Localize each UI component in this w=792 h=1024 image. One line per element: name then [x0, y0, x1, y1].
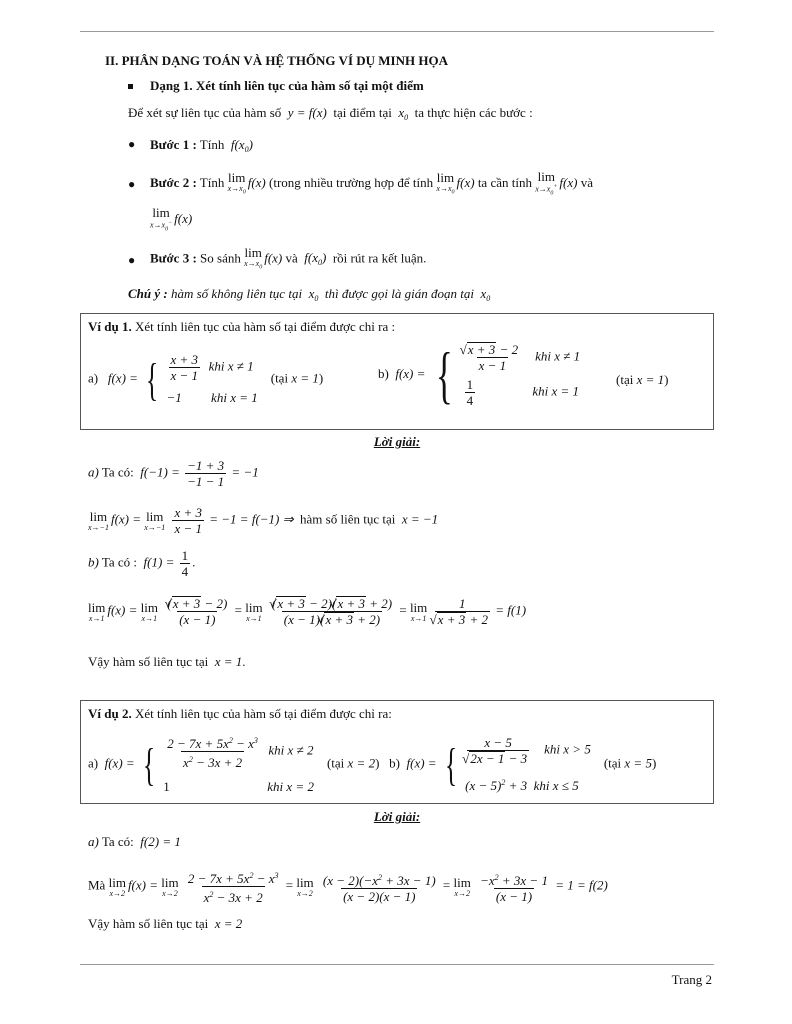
- buoc2-label: Bước 2 :: [150, 175, 197, 191]
- khi-text: khi: [533, 777, 550, 793]
- buoc1-text: Tính: [199, 137, 225, 152]
- vd2-label: Ví dụ 2.: [88, 706, 132, 721]
- vd2-a-label: a): [88, 755, 99, 771]
- sol1-b-lim: lim x→1 f(x) = lim x→1 $\frac{(√ x + 3 - 2)}{(x - 1)}$ = lim x→1 $\frac{(√ x + 3 - 2)(√ x + 3 + 2)}{(x - 1)(√ x + 3 + 2)}$ = lim x→1 1 √ x + 3 + 2 = f(1): [88, 596, 714, 627]
- intro-line: Để xét sự liên tục của hàm số y = f(x) tại điểm tại $x_0$ ta thực hiện các bước :: [128, 105, 533, 122]
- note-line: Chú ý : hàm số không liên tục tại $x_0$ thì được gọi là gián đoạn tại $x_0$: [128, 286, 491, 303]
- sol2-a-text: Ta có:: [101, 834, 134, 849]
- khi-text: khi: [268, 742, 285, 758]
- bullet-icon: ●: [128, 177, 136, 191]
- intro-pre: Để xét sự liên tục của hàm số: [128, 105, 282, 120]
- note-label: Chú ý :: [128, 286, 168, 301]
- sol1-a: a) Ta có: f(−1) = $\frac{-1 + 3}{-1 - 1}$ = −1: [88, 458, 259, 489]
- buoc3-text: So sánh: [200, 250, 241, 266]
- sol1-a-label: a): [88, 464, 99, 480]
- page-number: Trang 2: [671, 972, 712, 987]
- vd1-b-label: b): [378, 365, 389, 381]
- header-rule: [80, 31, 714, 32]
- sol1-b: b) Ta có : f(1) = $\frac{1}{4}$ .: [88, 548, 196, 579]
- dang1-title: Dạng 1. Xét tính liên tục của hàm số tại một điểm: [150, 78, 424, 93]
- vd1-task: Xét tính liên tục của hàm số tại điểm được chỉ ra :: [134, 319, 396, 334]
- square-bullet-icon: [128, 84, 133, 89]
- buoc2-mid: ta cần tính: [477, 175, 532, 191]
- vd1-tai-a: (tại: [270, 370, 289, 386]
- vd2-tai-a: (tại: [326, 755, 345, 771]
- buoc2-text: Tính: [199, 175, 225, 191]
- sol2-a: a) Ta có: f(2) = 1: [88, 834, 181, 849]
- vd1-b: b) f(x) = { √ $\frac{x + 3 - 2}{x - 1}$ khi x ≠ 1 $\frac{1}{4}$ khi x = 1: [378, 342, 714, 408]
- vd2-tai-b: (tại: [603, 755, 622, 771]
- loigiai-heading: Lời giải:: [373, 434, 421, 449]
- sol1-vay: Vậy hàm số liên tục tại: [88, 654, 209, 669]
- intro-mid: tại điểm tại: [333, 105, 392, 120]
- vd2-task: Xét tính liên tục của hàm số tại điểm được chỉ ra:: [134, 706, 392, 721]
- khi-text: khi: [544, 740, 561, 756]
- vd2-a: a) f(x) = { $\frac{2 - 7x + 5x^2 - x^3}{x^2 - 3x + 2}$ khi x ≠ 2 1 khi x = 2 (tại x = 2) b) f(x) = { x − 5 √ 2x − 1 − 3 khi x > 5 $(x - 5)^2 + 3$ khi x ≤ 5 (tại x = 5): [88, 733, 714, 796]
- vd1-label: Ví dụ 1.: [88, 319, 132, 334]
- sol1-conclude-a: hàm số liên tục tại: [300, 511, 396, 527]
- sol2-vay: Vậy hàm số liên tục tại: [88, 916, 209, 931]
- buoc2-line: Bước 2 : Tính lim $x\to x_0$ f(x) (trong nhiều trường hợp để tính lim $x\to x_0$ f(x) ta cần tính lim $x\to x_0^+$ f(x) và: [150, 169, 593, 197]
- buoc2-and: và: [580, 175, 593, 191]
- note-text: hàm số không liên tục tại: [170, 286, 303, 301]
- sol1-b-label: b): [88, 554, 99, 570]
- vd1-tai-b: (tại: [616, 372, 634, 387]
- buoc3-line: Bước 3 : So sánh lim $x\to x_0$ f(x) và $f(x_0)$ rồi rút ra kết luận.: [150, 245, 427, 271]
- sol1-conclusion: Vậy hàm số liên tục tại x = 1.: [88, 654, 246, 669]
- buoc3-and: và: [285, 250, 298, 266]
- section-title: II. PHÂN DẠNG TOÁN VÀ HỆ THỐNG VÍ DỤ MINH HỌA: [105, 53, 448, 68]
- vd2-heading: [88, 705, 714, 723]
- buoc1-line: Bước 1 : Tính $f(x_0)$: [150, 137, 253, 154]
- loigiai-heading-2: Lời giải:: [373, 809, 421, 824]
- khi-text: khi: [211, 390, 227, 405]
- buoc3-post: rồi rút ra kết luận.: [332, 250, 427, 266]
- vd1-heading: [88, 318, 714, 336]
- bullet-icon: ●: [128, 253, 136, 267]
- sol2-ma: Mà: [88, 877, 106, 893]
- khi-text: khi: [208, 358, 225, 374]
- footer-rule: [80, 964, 714, 965]
- note-post: thì được gọi là gián đoạn tại: [324, 286, 474, 301]
- buoc2-paren: (trong nhiều trường hợp để tính: [269, 175, 434, 191]
- sol2-lim: Mà lim x→2 f(x) = lim x→2 $\frac{2 - 7x + 5x^2 - x^3}{x^2 - 3x + 2}$ = lim x→2 $\frac{(x - 2)(-x^2 + 3x - 1)}{(x - 2)(x - 1)}$ = lim x→2 $\frac{-x^2 + 3x - 1}{(x - 1)}$ = 1 = f(2): [88, 871, 608, 905]
- buoc2-line2: lim $x\to x_0^-$ f(x): [150, 205, 193, 233]
- sol1-a-text: Ta có:: [101, 464, 134, 480]
- buoc3-label: Bước 3 :: [150, 250, 197, 266]
- sol2-conclusion: Vậy hàm số liên tục tại x = 2: [88, 916, 243, 931]
- sol1-a-lim: lim x→−1 f(x) = lim x→−1 $\frac{x + 3}{x - 1}$ = −1 = f(−1) ⇒ hàm số liên tục tại x = −1: [88, 505, 439, 536]
- vd1-a-label: a): [88, 370, 99, 386]
- sol2-a-label: a): [88, 834, 99, 849]
- khi-text: khi: [532, 383, 549, 399]
- sol1-b-text: Ta có :: [101, 554, 138, 570]
- khi-text: khi: [535, 348, 551, 364]
- vd1-a: a) f(x) = { $\frac{x + 3}{x - 1}$ khi x ≠ 1 −1 khi x = 1 (tại x = 1): [88, 352, 324, 405]
- intro-post: ta thực hiện các bước :: [414, 105, 533, 120]
- buoc1-label: Bước 1 :: [150, 137, 197, 152]
- vd2-b-label: b): [389, 755, 401, 771]
- bullet-icon: ●: [128, 137, 136, 151]
- vd1-tai-b-line: (tại x = 1): [616, 372, 669, 387]
- khi-text: khi: [267, 779, 284, 794]
